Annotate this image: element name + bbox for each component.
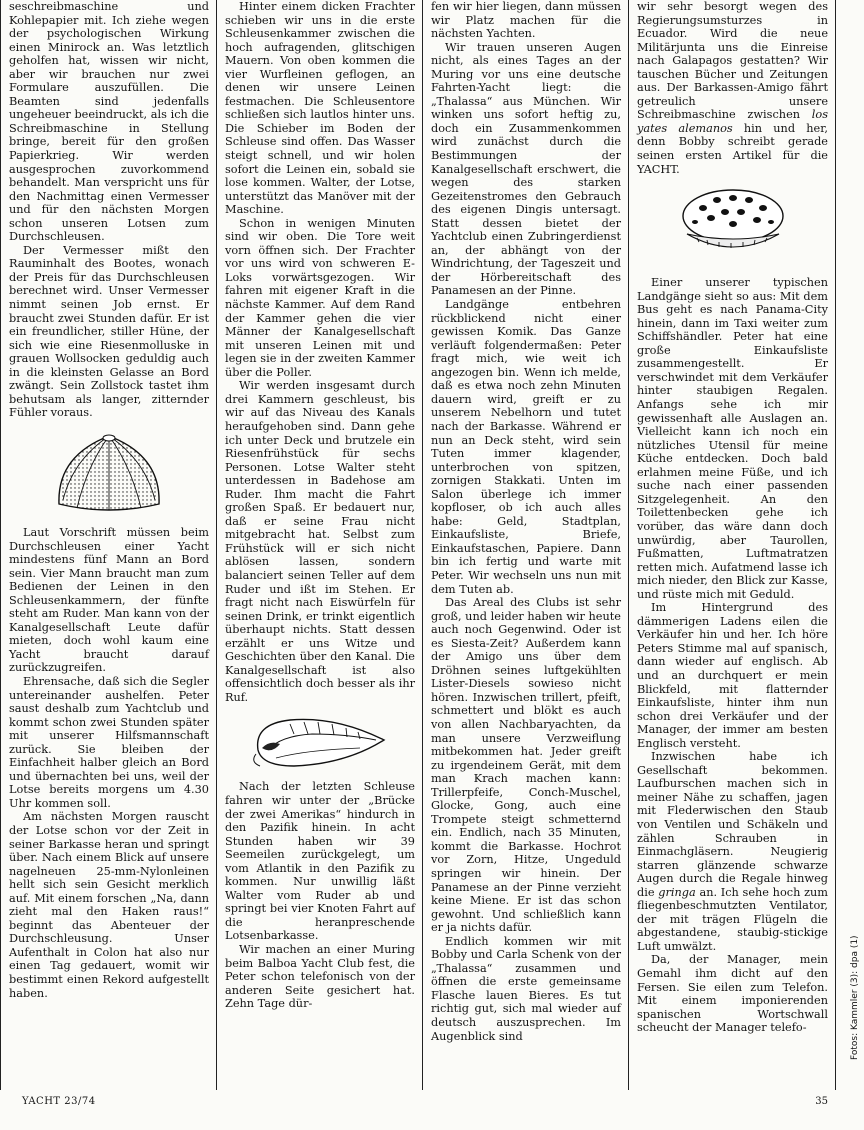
- paragraph: Nach der letzten Schleuse fahren wir unter der „Brücke der zwei Amerikas“ hindurch in den Pazifik hinein. In acht Stunden haben wir 39 Seemeilen zurückgelegt, um vom Atlantik in den Pazifik zu kommen. Nur unwillig läßt Walter vom Ruder ab und springt bei vier Knoten Fahrt auf die heranpreschende Lotsenbarkasse.: [225, 780, 415, 943]
- paragraph: seschreibmaschine und Kohlepapier mit. Ich ziehe wegen der psychologischen Wirkung einen Minirock an. Was letztlich geholfen hat, wissen wir nicht, aber wir brauchen nur zwei Formulare auszufüllen. Die Beamten sind jedenfalls ungeheuer beeindruckt, als ich die Schreibmaschine in Stellung bringe, bereit für den großen Papierkrieg. Wir werden ausgesprochen zuvorkommend behandelt. Man verspricht uns für den Nachmittag einen Vermesser und für den nächsten Morgen schon unseren Lotsen zum Durchschleusen.: [9, 0, 209, 244]
- column-2: [216, 0, 422, 1090]
- conch-shell-illustration: [225, 710, 415, 772]
- photo-credit: Fotos: Kammler (3): dpa (1): [850, 935, 860, 1060]
- paragraph: [637, 750, 828, 953]
- column-3: [422, 0, 628, 1090]
- paragraph: Wir machen an einer Muring beim Balboa Yacht Club fest, die Peter schon telefonisch von der anderen Seite gesichert hat. Zehn Tage dür-: [225, 943, 415, 1011]
- paragraph: [637, 0, 828, 176]
- text-run: Inzwischen habe ich Gesellschaft bekommen. Laufburschen machen sich in meiner Nähe zu schaffen, jagen mit Flederwischen den Staub von Ventilen und Schäkeln und zählen Schrauben in Einmachgläsern. Neugierig starren glänzende schwarze Augen durch die Regale hinweg die: [637, 750, 828, 899]
- column-1: [0, 0, 216, 1090]
- text-run: an. Ich sehe hoch zum fliegenbeschmutzten Ventilator, der mit trägen Flügeln die abgestandene, staubig-stickige Luft umwälzt.: [637, 885, 829, 953]
- paragraph: Ehrensache, daß sich die Segler untereinander aushelfen. Peter saust deshalb zum Yachtclub und kommt schon zwei Stunden später mit unserer Hilfsmannschaft zurück. Sie bleiben der Einfachheit halber gleich an Bord und übernachten bei uns, weil der Lotse bereits morgens um 4.30 Uhr kommen soll.: [9, 674, 209, 810]
- paragraph: Laut Vorschrift müssen beim Durchschleusen einer Yacht mindestens fünf Mann an Bord sein. Vier Mann braucht man zum Bedienen der Leinen in den Schleusenkammern, der fünfte steht am Ruder. Man kann von der Kanalgesellschaft Leute dafür mieten, doch wohl kaum eine Yacht braucht darauf zurückzugreifen.: [9, 525, 209, 675]
- paragraph: Endlich kommen wir mit Bobby und Carla Schenk von der „Thalassa“ zusammen und öffnen die erste gemeinsame Flasche lauen Bieres. Es tut richtig gut, sich mal wieder auf deutsch auszusprechen. Im Augenblick sind: [431, 934, 621, 1043]
- italic-phrase: los yates alemanos: [637, 108, 828, 135]
- paragraph: Im Hintergrund des dämmerigen Ladens eilen die Verkäufer hin und her. Ich höre Peters Stimme mal auf spanisch, dann wieder auf englisch. Ab und an durchquert er mein Blickfeld, mit flatternder Einkaufsliste, hinter ihm nun schon drei Verkäufer und der Manager, der immer am besten Englisch versteht.: [637, 601, 828, 750]
- conch-shell-icon: [250, 710, 390, 772]
- paragraph: Landgänge entbehren rückblickend nicht einer gewissen Komik. Das Ganze verläuft folgendermaßen: Peter fragt mich, wie weit ich angezogen bin. Wenn ich melde, daß es etwa noch zehn Minuten dauern wird, greift er zu unserem Nebelhorn und tutet nach der Barkasse. Während er nun an Deck steht, wird sein Tuten immer klagender, unterbrochen von spitzen, zornigen Stakkati. Unten im Salon überlege ich immer kopfloser, ob ich auch alles habe: Geld, Stadtplan, Einkaufsliste, Briefe, Einkaufstaschen, Papiere. Dann bin ich fertig und warte mit Peter. Wir wechseln uns nun mit dem Tuten ab.: [431, 298, 621, 596]
- text-run: wir sehr besorgt wegen des Regierungsumsturzes in Ecuador. Wird die neue Militärjunta uns die Einreise nach Galapagos gestatten? Wir tauschen Bücher und Zeitungen aus. Der Barkassen-Amigo fährt getreulich unsere Schreibmaschine zwischen: [637, 0, 828, 122]
- magazine-issue: YACHT 23/74: [22, 1096, 96, 1107]
- paragraph: Wir trauen unseren Augen nicht, als eines Tages an der Muring vor uns eine deutsche Fahrten-Yacht liegt: die „Thalassa“ aus München. Wir winken uns sofort heftig zu, doch ein Zusammenkommen wird zunächst durch die Bestimmungen der Kanalgesellschaft erschwert, die wegen des starken Gezeitenstromes den Gebrauch des eigenen Dingis untersagt. Statt dessen bietet der Yachtclub einen Zubringerdienst an, der abhängt von der Windrichtung, der Tageszeit und der Hörbereitschaft des Panamesen an der Pinne.: [431, 40, 621, 298]
- sea-urchin-illustration: [9, 426, 209, 518]
- paragraph: Da, der Manager, mein Gemahl ihm dicht auf den Fersen. Sie eilen zum Telefon. Mit einem imponierenden spanischen Wortschwall scheucht der Manager telefo-: [637, 953, 828, 1035]
- paragraph: Wir werden insgesamt durch drei Kammern geschleust, bis wir auf das Niveau des Kanals heraufgehoben sind. Dann gehe ich unter Deck und brutzele ein Riesenfrühstück für sechs Personen. Lotse Walter steht unterdessen in Badehose am Ruder. Ihm macht die Fahrt großen Spaß. Er bedauert nur, daß er seine Frau nicht mitgebracht hat. Selbst zum Frühstück will er sich nicht ablösen lassen, sondern balanciert seinen Teller auf dem Ruder und ißt im Stehen. Er fragt nicht nach Eiswürfeln für seinen Drink, er trinkt eigentlich überhaupt nichts. Statt dessen erzählt er uns Witze und Geschichten über den Kanal. Die Kanalgesellschaft ist also offensichtlich doch besser als ihr Ruf.: [225, 379, 415, 704]
- italic-word: gringa: [658, 885, 696, 899]
- paragraph: Einer unserer typischen Landgänge sieht so aus: Mit dem Bus geht es nach Panama-City hinein, dann im Taxi weiter zum Schiffshändler. Peter hat eine große Einkaufsliste zusammengestellt. Er verschwindet mit dem Verkäufer hinter staubigen Regalen. Anfangs sehe ich mir gewissenhaft alle Auslagen an. Vielleicht kann ich noch ein nützliches Utensil für meine Küche entdecken. Doch bald erlahmen meine Füße, und ich suche nach einer passenden Sitzgelegenheit. An den Toilettenbecken gehe ich vorüber, das wäre dann doch unwürdig, aber Taurollen, Fußmatten, Luftmatratzen retten mich. Aufatmend lasse ich mich nieder, den Blick zur Kasse, und rüste mich mit Geduld.: [637, 276, 828, 601]
- cowrie-shell-illustration: [637, 182, 828, 268]
- text-run: hin und her, denn Bobby schreibt gerade seinen ersten Artikel für die YACHT.: [637, 121, 828, 176]
- paragraph: Schon in wenigen Minuten sind wir oben. Die Tore weit vorn öffnen sich. Der Frachter vor uns wird von schweren E-Loks vorwärtsgezogen. Wir fahren mit eigener Kraft in die nächste Kammer. Auf dem Rand der Kammer gehen die vier Männer der Kanalgesellschaft mit unseren Leinen mit und legen sie in der zweiten Kammer über die Poller.: [225, 216, 415, 379]
- paragraph: Das Areal des Clubs ist sehr groß, und leider haben wir heute auch noch Gegenwind. Oder ist es Siesta-Zeit? Außerdem kann der Amigo uns über dem Dröhnen seines luftgekühlten Lister-Diesels sowieso nicht hören. Inzwischen trillert, pfeift, schmettert und blökt es auch von allen Nachbaryachten, da man unsere Verzweiflung mitbekommen hat. Jeder greift zu irgendeinem Gerät, mit dem man Krach machen kann: Trillerpfeife, Conch-Muschel, Glocke, Gong, auch eine Trompete steigt schmetternd ein. Endlich, nach 35 Minuten, kommt die Barkasse. Hochrot vor Zorn, Hitze, Ungeduld springen wir hinein. Der Panamese an der Pinne verzieht keine Miene. Er ist das schon gewohnt. Und schließlich kann er ja nichts dafür.: [431, 596, 621, 935]
- column-4: [628, 0, 836, 1090]
- paragraph: Hinter einem dicken Frachter schieben wir uns in die erste Schleusenkammer zwischen die hoch aufragenden, glitschigen Mauern. Von oben kommen die vier Wurfleinen geflogen, an denen wir unsere Leinen festmachen. Die Schleusentore schließen sich lautlos hinter uns. Die Schieber im Boden der Schleuse sind offen. Das Wasser steigt schnell, und wir holen sofort die Leinen ein, sobald sie lose kommen. Walter, der Lotse, unterstützt das Manöver mit der Maschine.: [225, 0, 415, 217]
- sea-urchin-icon: [49, 426, 169, 518]
- paragraph: Der Vermesser mißt den Rauminhalt des Bootes, wonach der Preis für das Durchschleusen berechnet wird. Unser Vermesser nimmt seinen Job ernst. Er braucht zwei Stunden dafür. Er ist ein freundlicher, stiller Hüne, der sich wie eine Riesenmolluske in grauen Wollsocken geduldig auch in die kleinsten Gelasse an Bord zwängt. Sein Zollstock tastet ihm behutsam als langer, zitternder Fühler voraus.: [9, 243, 209, 420]
- paragraph: Am nächsten Morgen rauscht der Lotse schon vor der Zeit in seiner Barkasse heran und springt über. Nach einem Blick auf unsere nagelneuen 25-mm-Nylonleinen hellt sich sein Gesicht merklich auf. Mit einem forschen „Na, dann zieht mal den Haken raus!“ beginnt das Abenteuer der Durchschleusung. Unser Aufenthalt in Colon hat also nur einen Tag gedauert, womit wir bestimmt einen Rekord aufgestellt haben.: [9, 810, 209, 1000]
- paragraph: fen wir hier liegen, dann müssen wir Platz machen für die nächsten Yachten.: [431, 0, 621, 41]
- cowrie-shell-icon: [673, 182, 793, 268]
- page-number: 35: [815, 1096, 828, 1107]
